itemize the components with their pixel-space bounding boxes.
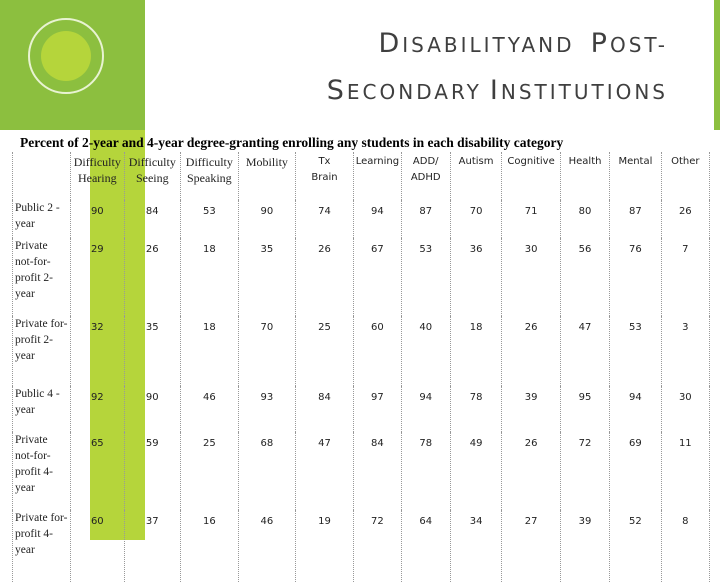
table-cell: 71 [502,200,561,238]
table-cell: 8 [661,510,709,582]
table-cell: 35 [239,238,296,316]
table-cell: 39 [502,386,561,432]
title-letter: P [590,28,610,59]
table-cell: 7 [661,238,709,316]
table-cell: 3 [661,316,709,386]
column-header-line: Cognitive [507,156,555,167]
table-cell: 67 [354,238,401,316]
table-row [13,510,710,582]
decorative-edge-bar [714,0,720,130]
table-cell: 26 [502,432,561,510]
table-cell: 94 [610,386,661,432]
table-cell: 30 [502,238,561,316]
column-header [502,152,561,200]
table-cell: 47 [560,316,609,386]
table-cell: 16 [180,510,239,582]
table-cell: 92 [70,386,124,432]
table-cell: 60 [354,316,401,386]
table-cell: 52 [610,510,661,582]
column-header-line: Difficulty [73,155,121,169]
table-cell: 72 [560,432,609,510]
table-cell: 87 [401,200,450,238]
column-header-line: Difficulty [128,155,176,169]
table-cell: 25 [180,432,239,510]
table-cell: 18 [450,316,501,386]
table-cell: 46 [180,386,239,432]
row-header: Public 4 -year [13,386,71,432]
table-cell: 64 [401,510,450,582]
row-header: Private not-for-profit 4-year [13,432,71,510]
column-header [295,152,354,200]
table-cell: 49 [450,432,501,510]
title-word: NSTITUTIONS [500,80,668,104]
table-cell: 94 [354,200,401,238]
table-cell: 70 [450,200,501,238]
table-cell: 94 [401,386,450,432]
column-header [125,152,181,200]
row-header: Public 2 -year [13,200,71,238]
title-letter: S [326,75,347,106]
column-header-line: Difficulty [185,155,233,169]
table-cell: 90 [125,386,181,432]
table-cell: 18 [180,238,239,316]
decorative-circle-icon [41,31,91,81]
column-header-line: ADHD [410,172,441,183]
table-cell: 84 [125,200,181,238]
table-cell: 40 [401,316,450,386]
table-caption: Percent of 2-year and 4-year degree-granting enrolling any students in each disability category [20,135,564,150]
column-header-line: Learning [355,156,400,167]
table-cell: 72 [354,510,401,582]
table-cell: 78 [450,386,501,432]
table-cell: 90 [70,200,124,238]
column-header-line: Other [671,156,700,167]
column-header [180,152,239,200]
table-cell: 56 [560,238,609,316]
column-header [610,152,661,200]
table-cell: 26 [661,200,709,238]
table-cell: 95 [560,386,609,432]
table-cell: 68 [239,432,296,510]
column-header-line: Speaking [187,171,232,185]
title-word: ECONDARY [346,80,482,104]
table-cell: 30 [661,386,709,432]
column-header [661,152,709,200]
table-cell: 97 [354,386,401,432]
table-cell: 37 [125,510,181,582]
column-header [70,152,124,200]
column-header-line: Seeing [135,171,169,185]
table-cell: 34 [450,510,501,582]
table-header-row [13,152,710,200]
column-header [354,152,401,200]
column-header-line: Mobility [245,155,288,169]
title-word: OST- [609,33,668,57]
table-row [13,386,710,432]
table-cell: 26 [502,316,561,386]
disability-table [12,152,710,582]
table-cell: 11 [661,432,709,510]
corner-cell [13,152,71,200]
table-cell: 47 [295,432,354,510]
column-header-line: ADD/ [412,156,439,167]
table-row [13,432,710,510]
table-cell: 29 [70,238,124,316]
column-header-line: Autism [458,156,494,167]
title-letter: I [489,75,501,106]
column-header-line: Brain [311,172,338,183]
table-cell: 69 [610,432,661,510]
table-cell: 18 [180,316,239,386]
table-row [13,238,710,316]
table-cell: 76 [610,238,661,316]
table-cell: 59 [125,432,181,510]
table-cell: 70 [239,316,296,386]
table-cell: 60 [70,510,124,582]
table-cell: 39 [560,510,609,582]
table-cell: 84 [295,386,354,432]
title-line-2 [327,69,668,116]
title-word: ISABILITYAND [402,33,575,57]
table-cell: 53 [180,200,239,238]
row-header: Private for-profit 2-year [13,316,71,386]
column-header [450,152,501,200]
table-cell: 80 [560,200,609,238]
column-header-line: Mental [618,156,653,167]
column-header [239,152,296,200]
column-header [401,152,450,200]
table-cell: 65 [70,432,124,510]
column-header-line: Health [568,156,602,167]
table-cell: 32 [70,316,124,386]
column-header-line: Tx [318,156,331,167]
title-letter: D [378,28,403,59]
table-cell: 74 [295,200,354,238]
table-row [13,316,710,386]
table-cell: 46 [239,510,296,582]
column-header [560,152,609,200]
table-row [13,200,710,238]
table-cell: 26 [295,238,354,316]
table-cell: 53 [401,238,450,316]
column-header-line: Hearing [77,171,117,185]
table-cell: 19 [295,510,354,582]
table-cell: 36 [450,238,501,316]
table-cell: 93 [239,386,296,432]
table-cell: 87 [610,200,661,238]
table-cell: 53 [610,316,661,386]
table-cell: 35 [125,316,181,386]
table-cell: 84 [354,432,401,510]
row-header: Private not-for-profit 2-year [13,238,71,316]
table-cell: 78 [401,432,450,510]
table-cell: 25 [295,316,354,386]
table-cell: 90 [239,200,296,238]
table-cell: 26 [125,238,181,316]
table-cell: 27 [502,510,561,582]
title-line-1 [327,22,668,69]
slide-title [327,22,668,116]
row-header: Private for-profit 4-year [13,510,71,582]
